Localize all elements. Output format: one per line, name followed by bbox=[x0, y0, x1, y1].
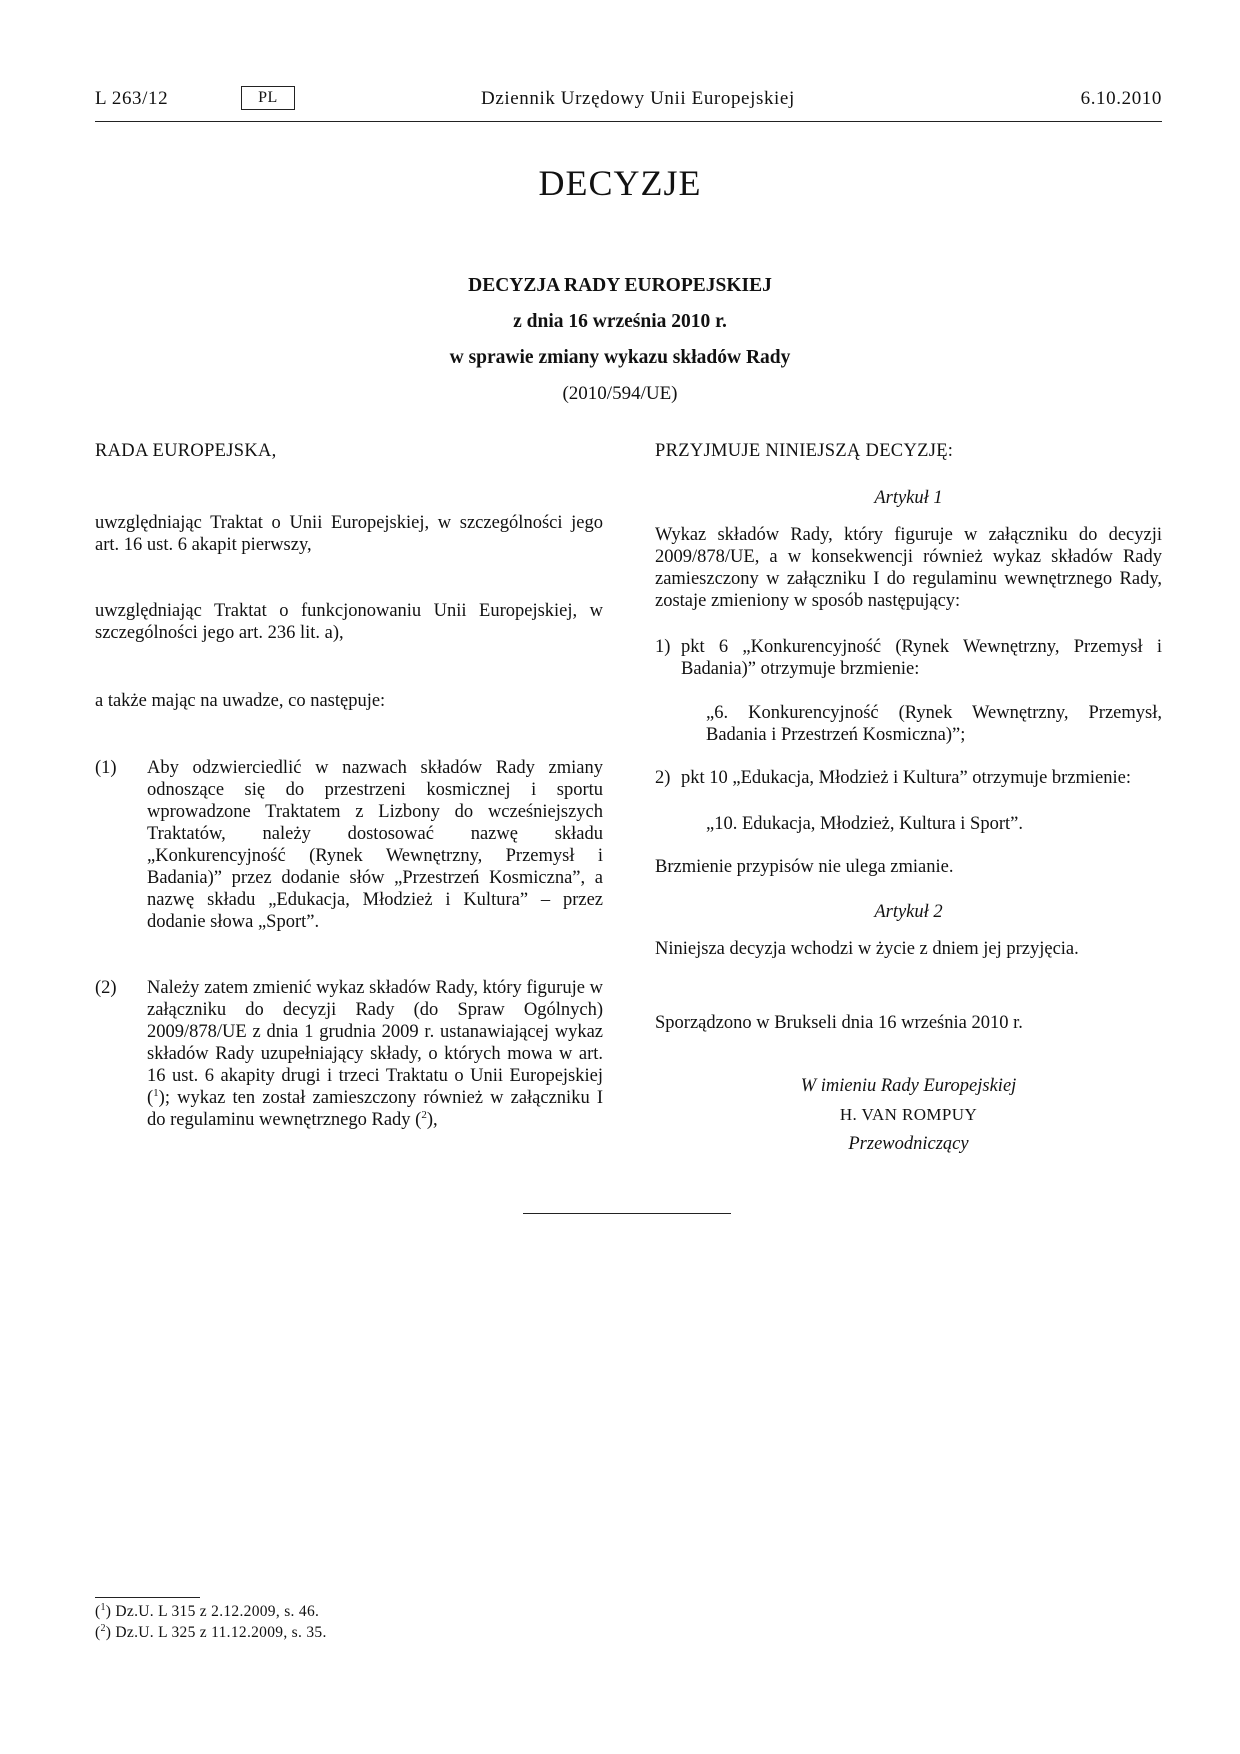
signature-on-behalf: W imieniu Rady Europejskiej bbox=[800, 1076, 1017, 1096]
article-1-closing: Brzmienie przypisów nie ulega zmianie. bbox=[655, 857, 954, 877]
decision-date: z dnia 16 września 2010 r. bbox=[513, 311, 727, 332]
footnote-ref: 1 bbox=[153, 1086, 159, 1099]
article-2-text: Niniejsza decyzja wchodzi w życie z dniem jej przyjęcia. bbox=[655, 939, 1079, 959]
signature-role: Przewodniczący bbox=[848, 1134, 969, 1154]
item-quote: „6. Konkurencyjność (Rynek Wewnętrzny, Przemysł, Badania i Przestrzeń Kosmiczna)”; bbox=[706, 703, 1162, 745]
having-regard-1: uwzględniając Traktat o Unii Europejskiej, w szczególności jego art. 16 ust. 6 akapit pierwszy, bbox=[95, 513, 603, 555]
page-reference: L 263/12 bbox=[95, 88, 169, 109]
article-2-title: Artykuł 2 bbox=[874, 902, 943, 922]
publication-date: 6.10.2010 bbox=[1080, 88, 1162, 109]
recital-text: Aby odzwierciedlić w nazwach składów Rady zmiany odnoszące się do przestrzeni kosmicznej i sportu wprowadzone Traktatem z Lizbony do wcześniejszych Traktatów, należy dostosować nazwę składu „Konkurencyjność (Rynek Wewnętrzny, Przemysł i Badania)” przez dodanie słów „Przestrzeń Kosmiczna”, a nazwę składu „Edukacja, Młodzież i Kultura” – przez dodanie słowa „Sport”. bbox=[147, 758, 603, 932]
footnote-text: ) Dz.U. L 325 z 11.12.2009, s. 35. bbox=[105, 1624, 327, 1641]
decision-number: (2010/594/UE) bbox=[562, 383, 678, 404]
article-1-intro: Wykaz składów Rady, który figuruje w załączniku do decyzji 2009/878/UE, a w konsekwencji również wykaz składów Rady zamieszczony w załączniku I do regulaminu wewnętrznego Rady, zostaje zmieniony w sposób następujący: bbox=[655, 525, 1162, 611]
item-text: pkt 6 „Konkurencyjność (Rynek Wewnętrzny, Przemysł i Badania)” otrzymuje brzmienie: bbox=[681, 637, 1162, 679]
language-badge: PL bbox=[241, 86, 295, 110]
adopts-decision: PRZYJMUJE NINIEJSZĄ DECYZJĘ: bbox=[655, 441, 954, 461]
recital-number: (2) bbox=[95, 978, 117, 998]
item-number: 1) bbox=[655, 637, 671, 657]
item-text: pkt 10 „Edukacja, Młodzież i Kultura” otrzymuje brzmienie: bbox=[681, 768, 1132, 788]
done-at: Sporządzono w Brukseli dnia 16 września 2010 r. bbox=[655, 1013, 1023, 1033]
footnote-ref: 2 bbox=[421, 1108, 427, 1121]
recital-text-part: ), bbox=[426, 1110, 438, 1130]
journal-title: Dziennik Urzędowy Unii Europejskiej bbox=[481, 88, 795, 109]
having-regard-2: uwzględniając Traktat o funkcjonowaniu Unii Europejskiej, w szczególności jego art. 236 lit. a), bbox=[95, 601, 603, 643]
section-title: DECYZJE bbox=[538, 163, 702, 203]
article-1-title: Artykuł 1 bbox=[874, 488, 943, 508]
footnote-text: ) Dz.U. L 315 z 2.12.2009, s. 46. bbox=[105, 1603, 320, 1620]
whereas: a także mając na uwadze, co następuje: bbox=[95, 691, 386, 711]
item-number: 2) bbox=[655, 768, 671, 788]
item-quote: „10. Edukacja, Młodzież, Kultura i Sport”. bbox=[706, 814, 1023, 834]
recital-text bbox=[147, 977, 603, 1131]
preamble-body: RADA EUROPEJSKA, bbox=[95, 441, 277, 461]
decision-subject: w sprawie zmiany wykazu składów Rady bbox=[449, 347, 791, 368]
footnote-1: ($^1$) Dz.U. L 315 z 2.12.2009, s. 46. bbox=[95, 1601, 320, 1620]
footnote-mark: 1 bbox=[100, 1601, 106, 1613]
footnote-divider bbox=[95, 1597, 200, 1598]
footnote-2: ($^2$) Dz.U. L 325 z 11.12.2009, s. 35. bbox=[95, 1622, 327, 1641]
end-divider bbox=[523, 1213, 731, 1214]
footnote-mark: 2 bbox=[100, 1622, 106, 1634]
recital-number: (1) bbox=[95, 758, 117, 778]
header-divider bbox=[95, 121, 1162, 122]
signature-name: H. VAN ROMPUY bbox=[839, 1105, 978, 1124]
decision-title: DECYZJA RADY EUROPEJSKIEJ bbox=[468, 275, 772, 296]
recital-text-part: Należy zatem zmienić wykaz składów Rady, który figuruje w załączniku do decyzji Rady (do Spraw Ogólnych) 2009/878/UE z dnia 1 grudnia 2009 r. ustanawiającej wykaz składów Rady uzupełniający składy, o których mowa w art. 16 ust. 6 akapity drugi i trzeci Traktatu o Unii Europejskiej ( bbox=[147, 978, 603, 1108]
recital-text-part: ); wykaz ten został zamieszczony również w załączniku I do regulaminu wewnętrznego Rady ( bbox=[147, 1088, 603, 1130]
